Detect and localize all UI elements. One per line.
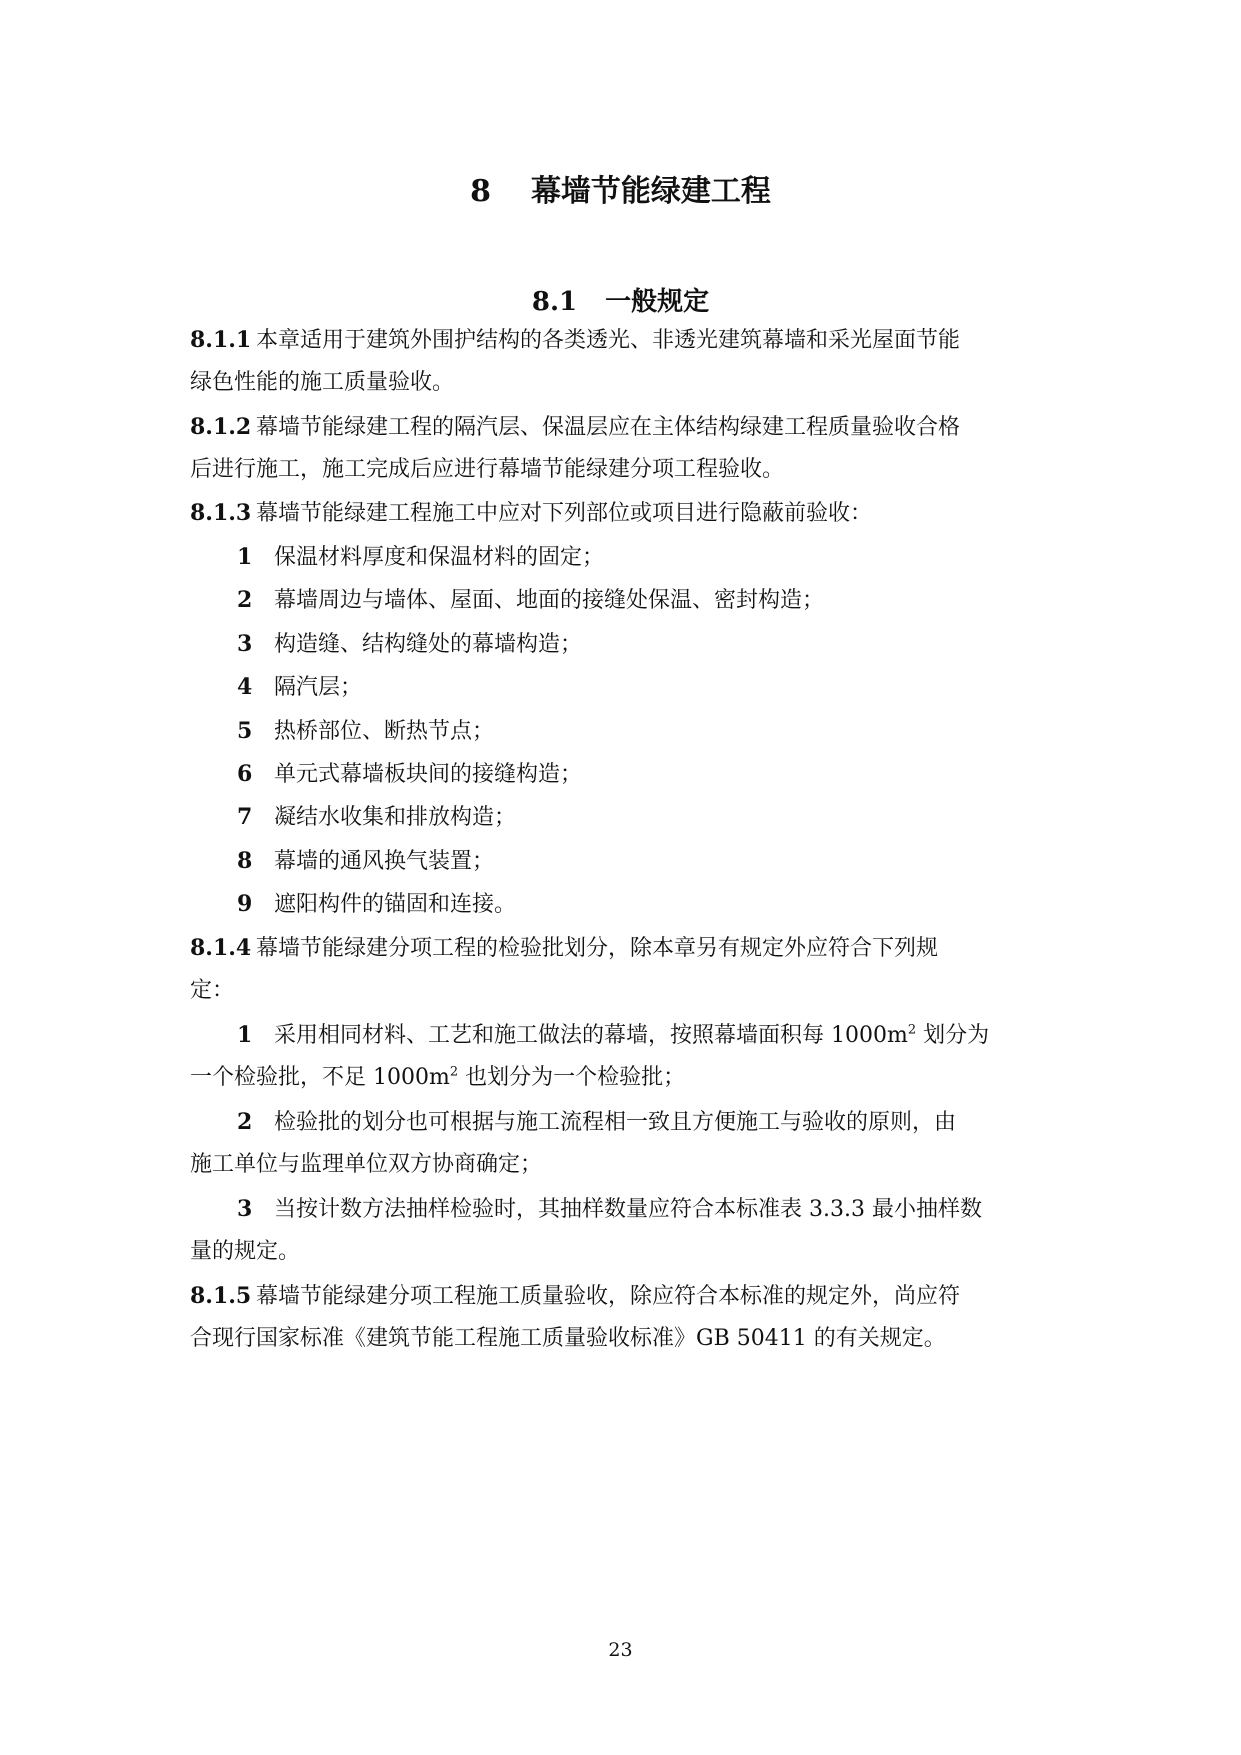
list-item-continuation: [190, 1062, 685, 1094]
clause-8-1-4-line-2: 定：: [190, 978, 235, 1003]
list-item: [237, 541, 604, 574]
superscript: 2: [907, 1022, 917, 1038]
list-item: [237, 801, 516, 834]
item-text: 遮阳构件的锚固和连接。: [274, 892, 517, 917]
item-number: 1: [237, 544, 253, 570]
item-text: 幕墙周边与墙体、屋面、地面的接缝处保温、密封构造；: [274, 588, 825, 613]
list-item: [237, 584, 824, 617]
list-item: [237, 628, 582, 661]
clause-8-1-1-line-2: 绿色性能的施工质量验收。: [190, 370, 455, 395]
item-text: 当按计数方法抽样检验时，其抽样数量应符合本标准表 3.3.3 最小抽样数: [274, 1197, 982, 1222]
list-item: [237, 1193, 982, 1226]
clause-text: 本章适用于建筑外围护结构的各类透光、非透光建筑幕墙和采光屋面节能: [256, 328, 961, 353]
page-number: 23: [608, 1639, 633, 1661]
item-number: 2: [237, 587, 253, 613]
list-item: [237, 715, 494, 748]
item-text: 保温材料厚度和保温材料的固定；: [274, 545, 605, 570]
clause-8-1-5-line-1: [190, 1280, 960, 1313]
item-number: 4: [237, 674, 253, 700]
item-text: 检验批的划分也可根据与施工流程相一致且方便施工与验收的原则，由: [274, 1110, 957, 1135]
chapter-number: 8: [470, 174, 491, 209]
item-text: 热桥部位、断热节点；: [274, 719, 495, 744]
clause-number: 8.1.4: [190, 935, 252, 961]
clause-8-1-2-line-2: 后进行施工，施工完成后应进行幕墙节能绿建分项工程验收。: [190, 457, 785, 482]
clause-text: 幕墙节能绿建工程施工中应对下列部位或项目进行隐蔽前验收：: [256, 501, 873, 526]
list-item: [237, 845, 494, 878]
section-number: 8.1: [531, 287, 578, 317]
clause-number: 8.1.2: [190, 414, 252, 440]
section-title-text: 一般规定: [605, 287, 710, 317]
item-text: 划分为: [916, 1023, 990, 1048]
item-number: 1: [237, 1022, 253, 1048]
list-item-continuation: 施工单位与监理单位双方协商确定；: [190, 1152, 543, 1177]
clause-text: 幕墙节能绿建工程的隔汽层、保温层应在主体结构绿建工程质量验收合格: [256, 415, 961, 440]
list-item: [237, 1019, 989, 1052]
clause-8-1-3-line-1: [190, 497, 872, 530]
clause-text: 幕墙节能绿建分项工程的检验批划分，除本章另有规定外应符合下列规: [256, 936, 939, 961]
item-text: 隔汽层；: [274, 675, 363, 700]
item-number: 5: [237, 718, 253, 744]
item-number: 3: [237, 631, 253, 657]
list-item-continuation: 量的规定。: [190, 1239, 301, 1264]
item-text: 也划分为一个检验批；: [458, 1065, 686, 1090]
item-number: 3: [237, 1196, 253, 1222]
chapter-title-text: 幕墙节能绿建工程: [530, 174, 771, 209]
item-number: 8: [237, 848, 253, 874]
list-item: [237, 888, 516, 921]
item-text: 采用相同材料、工艺和施工做法的幕墙，按照幕墙面积每 1000m: [274, 1023, 908, 1048]
item-text: 幕墙的通风换气装置；: [274, 849, 495, 874]
list-item: [237, 1106, 956, 1139]
clause-number: 8.1.1: [190, 327, 252, 353]
list-item: [237, 758, 582, 791]
clause-number: 8.1.3: [190, 500, 252, 526]
item-number: 9: [237, 891, 253, 917]
item-number: 6: [237, 761, 253, 787]
clause-number: 8.1.5: [190, 1283, 252, 1309]
item-text: 一个检验批，不足 1000m: [190, 1065, 450, 1090]
item-number: 7: [237, 804, 253, 830]
item-text: 单元式幕墙板块间的接缝构造；: [274, 762, 583, 787]
section-title: [0, 282, 1241, 322]
clause-8-1-2-line-1: [190, 411, 960, 444]
superscript: 2: [449, 1064, 459, 1080]
item-text: 凝结水收集和排放构造；: [274, 805, 517, 830]
item-text: 构造缝、结构缝处的幕墙构造；: [274, 632, 583, 657]
list-item: [237, 671, 362, 704]
clause-8-1-5-line-2: 合现行国家标准《建筑节能工程施工质量验收标准》GB 50411 的有关规定。: [190, 1326, 946, 1351]
clause-8-1-4-line-1: [190, 932, 938, 965]
item-number: 2: [237, 1109, 253, 1135]
clause-text: 幕墙节能绿建分项工程施工质量验收，除应符合本标准的规定外，尚应符: [256, 1284, 961, 1309]
clause-8-1-1-line-1: [190, 324, 960, 357]
chapter-title: [0, 170, 1241, 214]
